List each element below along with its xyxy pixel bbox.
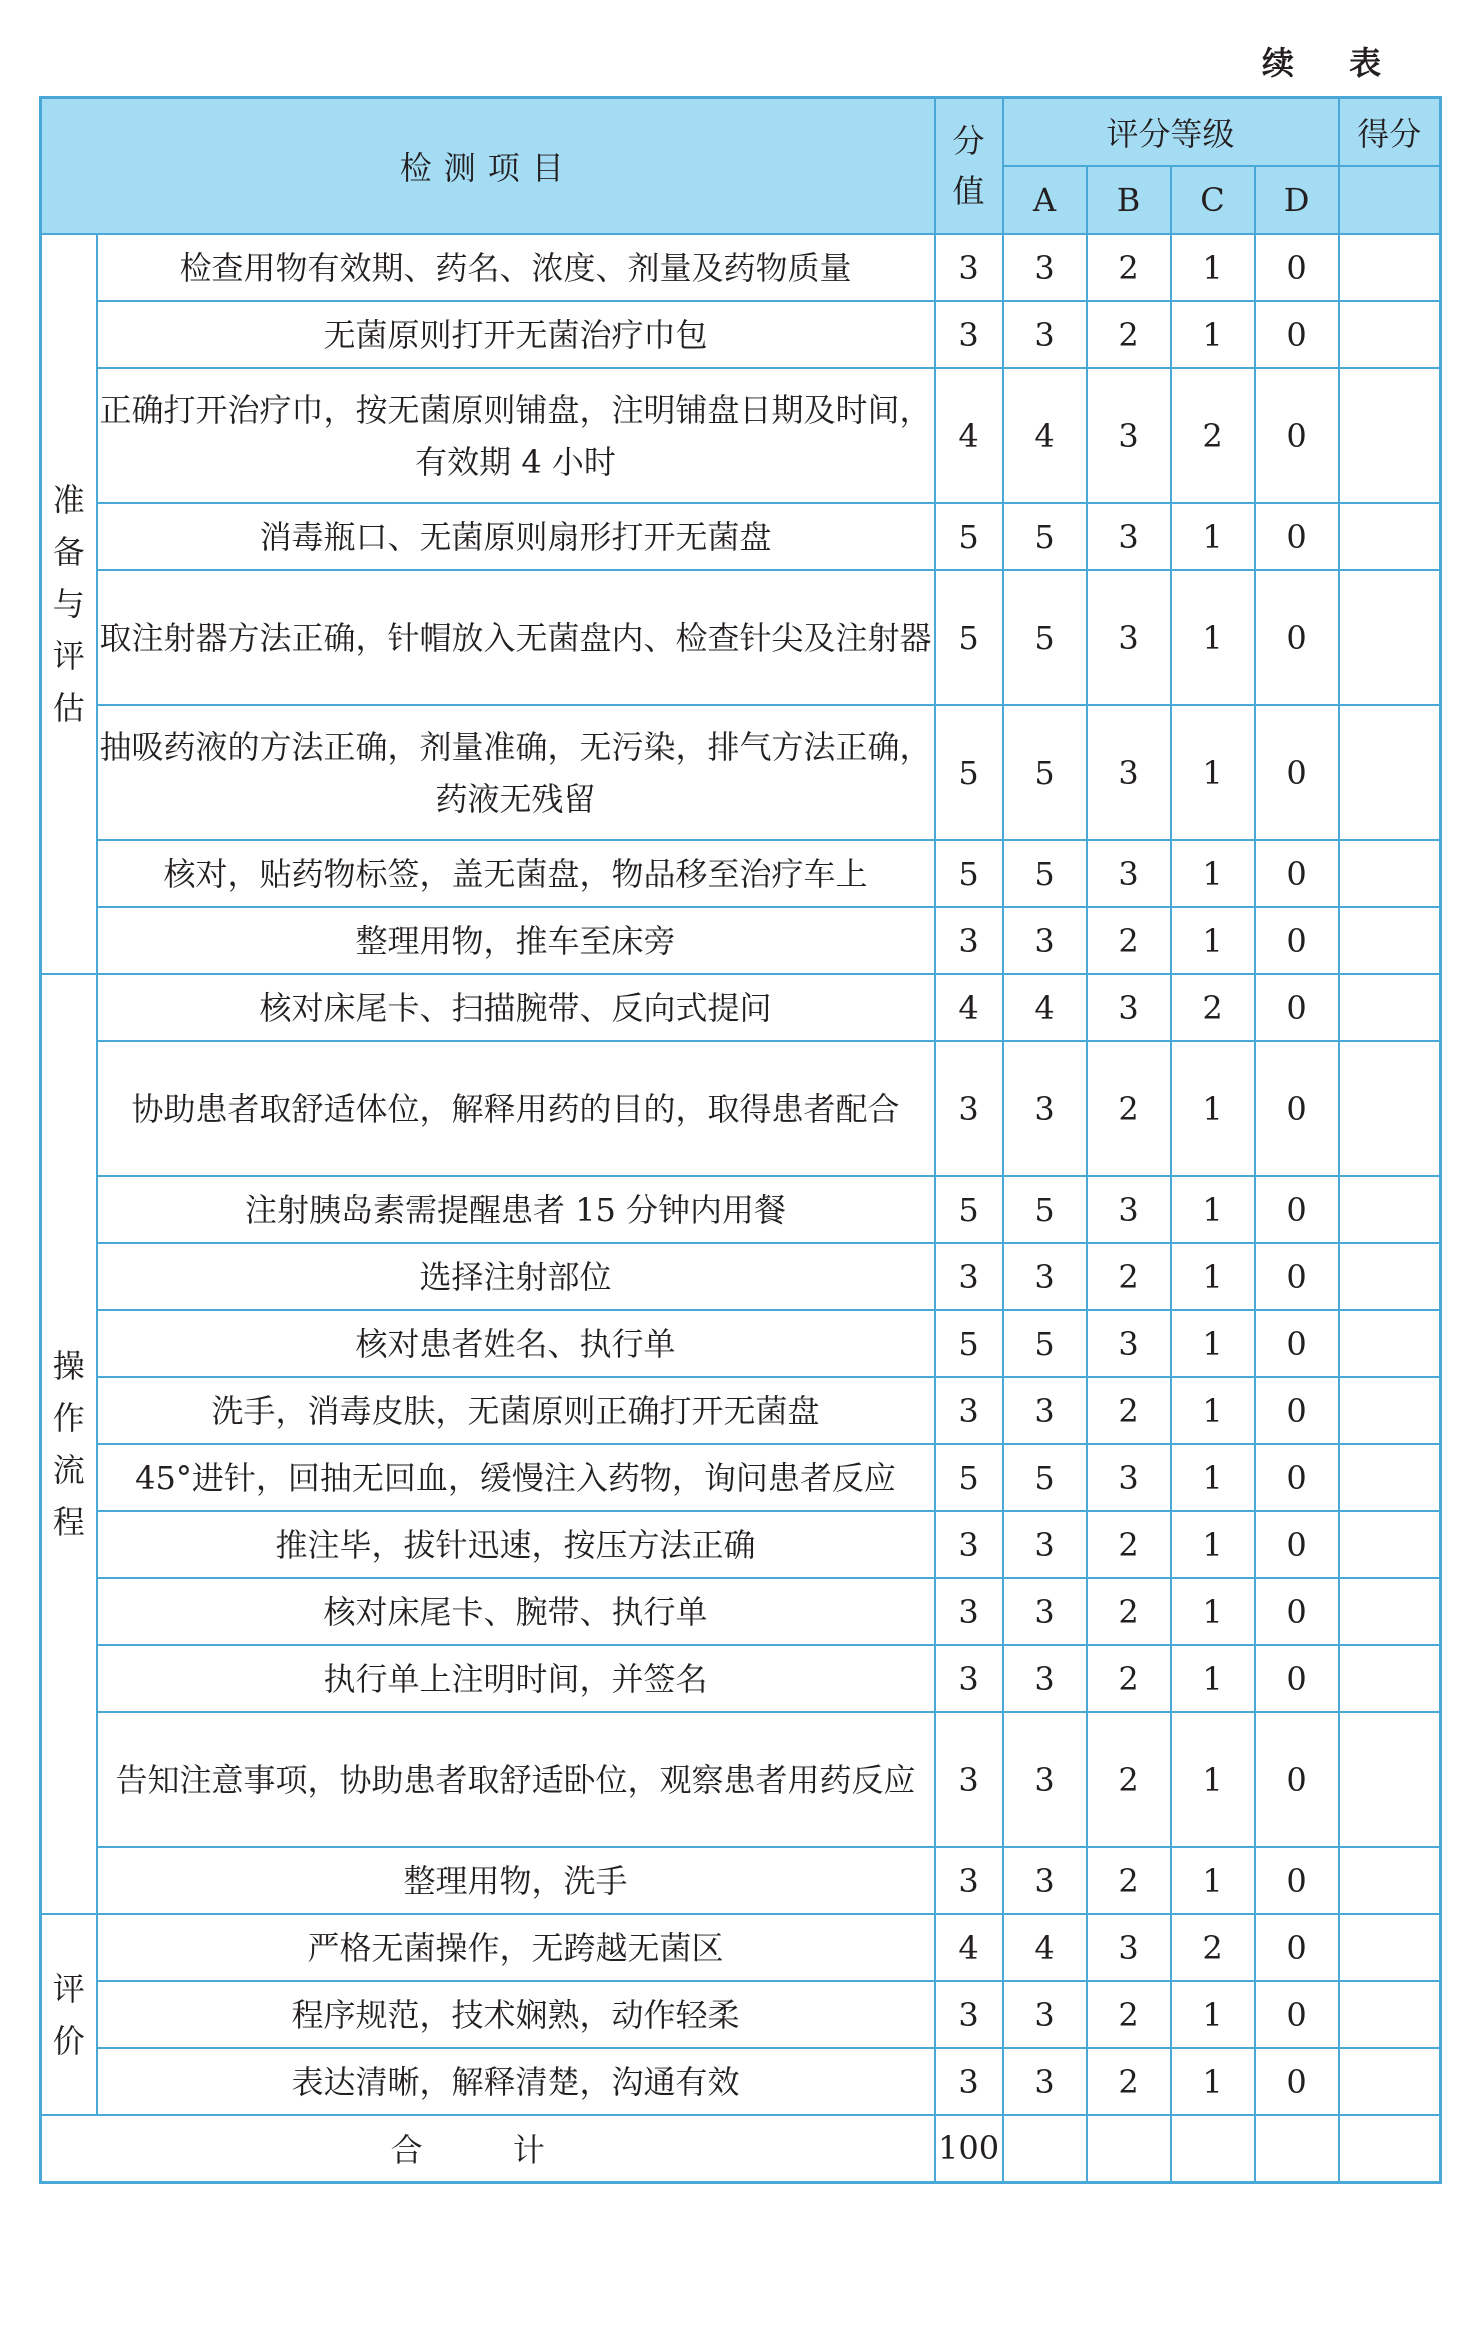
item-cell: 协助患者取舒适体位，解释用药的目的，取得患者配合 [97,1041,935,1176]
item-cell: 整理用物，推车至床旁 [97,907,935,974]
grade-a-cell: 3 [1003,1041,1087,1176]
obtained-score-cell [1339,1645,1441,1712]
table-row [41,1444,1441,1511]
score-value-cell: 3 [935,1243,1003,1310]
grade-a-cell: 3 [1003,1712,1087,1847]
table-row [41,1511,1441,1578]
grade-b-cell: 3 [1087,503,1171,570]
grade-d-cell: 0 [1255,907,1339,974]
table-row [41,1041,1441,1176]
obtained-score-cell [1339,570,1441,705]
header-grade-b: B [1087,166,1171,234]
grade-a-cell: 3 [1003,1981,1087,2048]
grade-c-cell: 1 [1171,705,1255,840]
table-row [41,301,1441,368]
item-cell: 核对床尾卡、扫描腕带、反向式提问 [97,974,935,1041]
score-value-cell: 5 [935,1176,1003,1243]
grade-c-cell: 1 [1171,907,1255,974]
obtained-score-cell [1339,1511,1441,1578]
grade-c-cell: 1 [1171,1511,1255,1578]
obtained-score-cell [1339,1847,1441,1914]
obtained-score-cell [1339,1377,1441,1444]
score-value-cell: 4 [935,974,1003,1041]
grade-d-cell: 0 [1255,368,1339,503]
grade-b-cell: 2 [1087,1847,1171,1914]
score-value-cell: 3 [935,1578,1003,1645]
grade-a-cell: 5 [1003,1176,1087,1243]
item-cell: 抽吸药液的方法正确，剂量准确，无污染，排气方法正确，药液无残留 [97,705,935,840]
obtained-score-cell [1339,368,1441,503]
score-value-cell: 3 [935,1712,1003,1847]
grade-b-cell: 3 [1087,570,1171,705]
item-cell: 程序规范，技术娴熟，动作轻柔 [97,1981,935,2048]
grade-c-cell: 1 [1171,1444,1255,1511]
scoring-table [39,96,1442,2184]
grade-a-cell: 5 [1003,705,1087,840]
grade-a-cell: 3 [1003,234,1087,301]
total-score: 100 [935,2115,1003,2182]
grade-a-cell: 5 [1003,1444,1087,1511]
obtained-score-cell [1339,1444,1441,1511]
grade-b-cell: 3 [1087,1914,1171,1981]
grade-a-cell: 3 [1003,907,1087,974]
grade-a-cell: 3 [1003,1847,1087,1914]
grade-d-cell: 0 [1255,1981,1339,2048]
grade-b-cell: 2 [1087,301,1171,368]
total-blank-cell [1255,2115,1339,2182]
grade-b-cell: 3 [1087,1444,1171,1511]
category-cell: 操作流程 [41,974,97,1914]
grade-d-cell: 0 [1255,1243,1339,1310]
item-cell: 无菌原则打开无菌治疗巾包 [97,301,935,368]
header-obtained-blank [1339,166,1441,234]
obtained-score-cell [1339,974,1441,1041]
grade-b-cell: 2 [1087,1981,1171,2048]
grade-d-cell: 0 [1255,1645,1339,1712]
grade-c-cell: 1 [1171,1981,1255,2048]
grade-b-cell: 3 [1087,705,1171,840]
total-blank-cell [1339,2115,1441,2182]
header-score-value: 分值 [935,98,1003,235]
score-value-cell: 5 [935,1310,1003,1377]
score-value-cell: 4 [935,1914,1003,1981]
table-row [41,1176,1441,1243]
table-row [41,503,1441,570]
table-row [41,1377,1441,1444]
table-row [41,1310,1441,1377]
grade-b-cell: 3 [1087,840,1171,907]
table-row [41,2048,1441,2115]
score-value-cell: 5 [935,570,1003,705]
header-grade-d: D [1255,166,1339,234]
item-cell: 表达清晰，解释清楚，沟通有效 [97,2048,935,2115]
score-value-cell: 3 [935,301,1003,368]
grade-b-cell: 2 [1087,1041,1171,1176]
grade-a-cell: 3 [1003,1578,1087,1645]
item-cell: 执行单上注明时间，并签名 [97,1645,935,1712]
header-item: 检测项目 [41,98,935,235]
table-row [41,1243,1441,1310]
item-cell: 注射胰岛素需提醒患者 15 分钟内用餐 [97,1176,935,1243]
grade-b-cell: 3 [1087,368,1171,503]
item-cell: 核对床尾卡、腕带、执行单 [97,1578,935,1645]
obtained-score-cell [1339,1041,1441,1176]
table-row [41,907,1441,974]
grade-c-cell: 1 [1171,1847,1255,1914]
grade-c-cell: 1 [1171,301,1255,368]
obtained-score-cell [1339,1176,1441,1243]
item-cell: 检查用物有效期、药名、浓度、剂量及药物质量 [97,234,935,301]
obtained-score-cell [1339,1981,1441,2048]
score-value-cell: 5 [935,705,1003,840]
table-row [41,1914,1441,1981]
grade-d-cell: 0 [1255,840,1339,907]
item-cell: 取注射器方法正确，针帽放入无菌盘内、检查针尖及注射器 [97,570,935,705]
grade-b-cell: 2 [1087,1377,1171,1444]
grade-c-cell: 1 [1171,2048,1255,2115]
grade-b-cell: 3 [1087,1310,1171,1377]
obtained-score-cell [1339,234,1441,301]
grade-c-cell: 2 [1171,1914,1255,1981]
item-cell: 整理用物，洗手 [97,1847,935,1914]
grade-d-cell: 0 [1255,1511,1339,1578]
grade-a-cell: 3 [1003,1645,1087,1712]
item-cell: 推注毕，拔针迅速，按压方法正确 [97,1511,935,1578]
grade-b-cell: 3 [1087,974,1171,1041]
score-value-cell: 5 [935,840,1003,907]
grade-d-cell: 0 [1255,1176,1339,1243]
grade-c-cell: 2 [1171,368,1255,503]
grade-a-cell: 3 [1003,1243,1087,1310]
grade-c-cell: 1 [1171,1712,1255,1847]
grade-b-cell: 3 [1087,1176,1171,1243]
grade-d-cell: 0 [1255,705,1339,840]
grade-d-cell: 0 [1255,1578,1339,1645]
grade-a-cell: 3 [1003,1511,1087,1578]
table-row [41,570,1441,705]
grade-a-cell: 3 [1003,2048,1087,2115]
grade-c-cell: 1 [1171,1243,1255,1310]
grade-a-cell: 3 [1003,1377,1087,1444]
grade-b-cell: 2 [1087,234,1171,301]
grade-d-cell: 0 [1255,1914,1339,1981]
score-value-cell: 3 [935,2048,1003,2115]
obtained-score-cell [1339,1243,1441,1310]
table-row [41,1712,1441,1847]
obtained-score-cell [1339,503,1441,570]
score-value-cell: 3 [935,1511,1003,1578]
obtained-score-cell [1339,1578,1441,1645]
item-cell: 45°进针，回抽无回血，缓慢注入药物，询问患者反应 [97,1444,935,1511]
total-row [41,2115,1441,2182]
header-grade-group: 评分等级 [1003,98,1339,167]
header-grade-a: A [1003,166,1087,234]
grade-a-cell: 5 [1003,840,1087,907]
grade-c-cell: 1 [1171,1310,1255,1377]
grade-a-cell: 5 [1003,1310,1087,1377]
score-value-cell: 3 [935,907,1003,974]
total-label: 合 计 [41,2115,935,2182]
header-grade-c: C [1171,166,1255,234]
grade-a-cell: 3 [1003,301,1087,368]
grade-c-cell: 1 [1171,840,1255,907]
grade-d-cell: 0 [1255,974,1339,1041]
grade-a-cell: 4 [1003,368,1087,503]
table-row [41,705,1441,840]
grade-d-cell: 0 [1255,1444,1339,1511]
grade-d-cell: 0 [1255,301,1339,368]
continued-label: 续 表 [1262,44,1404,82]
score-value-cell: 5 [935,503,1003,570]
category-cell: 准备与评估 [41,234,97,974]
item-cell: 告知注意事项，协助患者取舒适卧位，观察患者用药反应 [97,1712,935,1847]
item-cell: 洗手，消毒皮肤，无菌原则正确打开无菌盘 [97,1377,935,1444]
score-value-cell: 4 [935,368,1003,503]
table-row [41,1578,1441,1645]
grade-d-cell: 0 [1255,2048,1339,2115]
obtained-score-cell [1339,705,1441,840]
item-cell: 严格无菌操作，无跨越无菌区 [97,1914,935,1981]
grade-c-cell: 1 [1171,1578,1255,1645]
table-row [41,368,1441,503]
grade-b-cell: 2 [1087,1645,1171,1712]
obtained-score-cell [1339,840,1441,907]
score-value-cell: 3 [935,1645,1003,1712]
score-value-cell: 3 [935,1377,1003,1444]
grade-b-cell: 2 [1087,1712,1171,1847]
grade-d-cell: 0 [1255,1377,1339,1444]
grade-c-cell: 1 [1171,503,1255,570]
obtained-score-cell [1339,301,1441,368]
item-cell: 消毒瓶口、无菌原则扇形打开无菌盘 [97,503,935,570]
grade-a-cell: 5 [1003,570,1087,705]
table-row [41,1847,1441,1914]
obtained-score-cell [1339,1914,1441,1981]
grade-b-cell: 2 [1087,1511,1171,1578]
grade-d-cell: 0 [1255,570,1339,705]
grade-b-cell: 2 [1087,1578,1171,1645]
item-cell: 核对患者姓名、执行单 [97,1310,935,1377]
item-cell: 选择注射部位 [97,1243,935,1310]
score-value-cell: 3 [935,1041,1003,1176]
grade-d-cell: 0 [1255,1847,1339,1914]
total-blank-cell [1087,2115,1171,2182]
grade-a-cell: 5 [1003,503,1087,570]
score-value-cell: 5 [935,1444,1003,1511]
total-blank-cell [1171,2115,1255,2182]
grade-c-cell: 1 [1171,1377,1255,1444]
obtained-score-cell [1339,1310,1441,1377]
score-value-cell: 3 [935,1847,1003,1914]
table-row [41,1645,1441,1712]
grade-c-cell: 1 [1171,234,1255,301]
grade-a-cell: 4 [1003,1914,1087,1981]
obtained-score-cell [1339,2048,1441,2115]
grade-b-cell: 2 [1087,907,1171,974]
grade-c-cell: 1 [1171,1645,1255,1712]
grade-c-cell: 2 [1171,974,1255,1041]
table-row [41,840,1441,907]
grade-c-cell: 1 [1171,1176,1255,1243]
obtained-score-cell [1339,907,1441,974]
grade-d-cell: 0 [1255,503,1339,570]
grade-b-cell: 2 [1087,2048,1171,2115]
grade-d-cell: 0 [1255,1041,1339,1176]
grade-b-cell: 2 [1087,1243,1171,1310]
item-cell: 核对，贴药物标签，盖无菌盘，物品移至治疗车上 [97,840,935,907]
grade-d-cell: 0 [1255,1310,1339,1377]
grade-c-cell: 1 [1171,1041,1255,1176]
grade-c-cell: 1 [1171,570,1255,705]
item-cell: 正确打开治疗巾，按无菌原则铺盘，注明铺盘日期及时间，有效期 4 小时 [97,368,935,503]
table-row [41,234,1441,301]
grade-d-cell: 0 [1255,234,1339,301]
score-value-cell: 3 [935,1981,1003,2048]
grade-a-cell: 4 [1003,974,1087,1041]
category-cell: 评价 [41,1914,97,2115]
total-blank-cell [1003,2115,1087,2182]
table-row [41,974,1441,1041]
obtained-score-cell [1339,1712,1441,1847]
header-obtained: 得分 [1339,98,1441,167]
grade-d-cell: 0 [1255,1712,1339,1847]
score-value-cell: 3 [935,234,1003,301]
table-row [41,1981,1441,2048]
